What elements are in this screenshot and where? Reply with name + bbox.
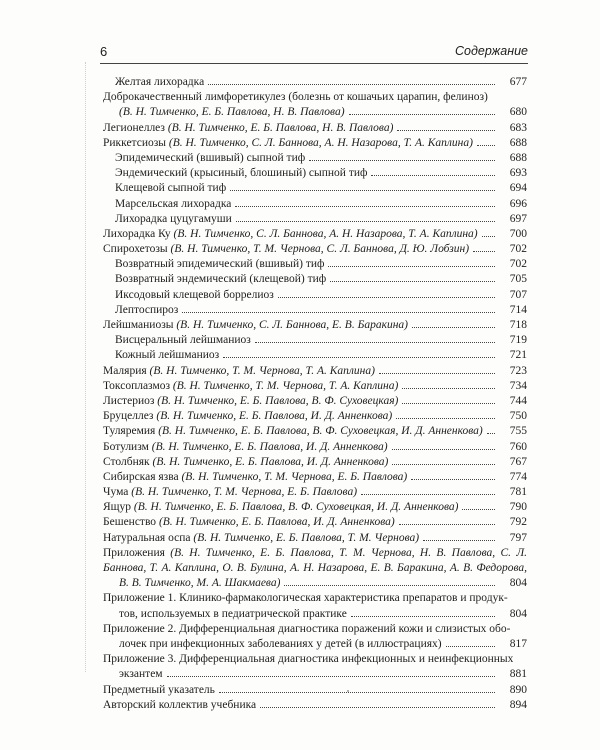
toc-page: 694	[509, 182, 527, 195]
toc-page: 696	[509, 197, 527, 210]
print-speck	[347, 690, 349, 692]
toc-page: 693	[509, 167, 527, 180]
toc-authors: (В. Н. Тимченко, Е. Б. Павлова, Т. М. Чернова)	[193, 531, 420, 544]
toc-authors: (В. Н. Тимченко, Е. Б. Павлова, В. Ф. Суховецкая, И. Д. Анненкова)	[158, 425, 483, 438]
leader-dots	[411, 479, 495, 480]
toc-page: 734	[509, 379, 527, 392]
toc-title: Лептоспироз	[115, 303, 179, 316]
toc-title: Лейшманиозы	[103, 319, 177, 331]
toc-title: Риккетсиозы	[103, 136, 169, 149]
toc-page: 750	[509, 410, 527, 423]
toc-page: 881	[509, 668, 527, 681]
toc-authors: (В. Н. Тимченко, Е. Б. Павлова, И. Д. Анненкова)	[151, 440, 388, 453]
toc-entry	[103, 698, 527, 713]
toc-page: 792	[509, 516, 527, 529]
toc-page: 707	[509, 288, 527, 301]
leader-dots	[235, 206, 495, 207]
leader-dots	[351, 616, 495, 617]
toc-page: 781	[509, 486, 527, 499]
toc-authors: (В. Н. Тимченко, Т. М. Чернова, Т. А. Каплина)	[172, 379, 399, 392]
leader-dots	[396, 418, 495, 419]
toc-page: 721	[509, 349, 527, 362]
toc-title: Желтая лихорадка	[115, 76, 205, 88]
toc-entry	[103, 227, 527, 242]
toc-authors: (В. Н. Тимченко, Т. М. Чернова, Е. Б. Павлова)	[131, 486, 358, 499]
toc-entry	[103, 394, 527, 409]
toc-title: Возвратный эндемический (клещевой) тиф	[115, 273, 327, 286]
leader-dots	[167, 676, 495, 677]
toc-title: Листериоз	[103, 394, 158, 407]
leader-dots	[223, 357, 495, 358]
toc-page: 688	[509, 151, 527, 164]
toc-authors: (В. Н. Тимченко, Е. Б. Павлова, И. Д. Анненкова)	[152, 455, 389, 468]
toc-entry	[103, 364, 527, 379]
leader-dots	[330, 281, 495, 282]
toc-title: лочек при инфекционных заболеваниях у детей (в иллюстрациях)	[119, 637, 442, 650]
toc-page: 702	[509, 258, 527, 271]
toc-title: Токсоплазмоз	[103, 379, 173, 392]
toc-entry	[103, 652, 527, 682]
leader-dots	[462, 509, 495, 510]
toc-title: Лихорадка Ку	[103, 227, 174, 240]
toc-authors: (В. Н. Тимченко, Е. Б. Павлова, Н. В. Павлова)	[167, 121, 394, 134]
toc-page: 890	[509, 683, 527, 696]
leader-dots	[402, 403, 495, 404]
toc-title: Авторский коллектив учебника	[103, 698, 257, 711]
toc-title: Туляремия	[103, 425, 159, 438]
toc-title: Бешенство	[103, 516, 159, 529]
toc-page: 683	[509, 121, 527, 134]
toc-page: 702	[509, 243, 527, 256]
toc-title: Возвратный эпидемический (вшивый) тиф	[115, 258, 325, 271]
page-header	[100, 44, 528, 64]
leader-dots	[399, 524, 495, 525]
toc-page: 705	[509, 273, 527, 286]
toc-page: 677	[509, 76, 527, 88]
leader-dots	[349, 114, 495, 115]
toc-entry	[103, 75, 527, 90]
toc-title: Доброкачественный лимфоретикулез (болезнь от кошачьих царапин, фелиноз)	[103, 91, 488, 104]
toc-page: 804	[509, 607, 527, 620]
toc-authors: В. В. Тимченко, М. А. Шакмаева)	[119, 577, 281, 590]
toc-authors: (В. Н. Тимченко, Е. Б. Павлова, И. Д. Анненкова)	[156, 410, 393, 423]
toc-entry	[103, 440, 527, 455]
header-rule	[100, 63, 528, 64]
toc-title: Марсельская лихорадка	[115, 197, 232, 210]
toc-title: Приложение 2. Дифференциальная диагностика поражений кожи и слизистых обо-	[103, 622, 511, 635]
toc-title: Клещевой сыпной тиф	[115, 182, 227, 195]
toc-entry	[103, 379, 527, 394]
toc-title: Эпидемический (вшивый) сыпной тиф	[115, 151, 306, 164]
table-of-contents	[103, 75, 527, 713]
toc-title: Сибирская язва	[103, 470, 182, 483]
toc-page: 790	[509, 501, 527, 514]
toc-title: Кожный лейшманиоз	[115, 349, 220, 362]
leader-dots	[392, 449, 495, 450]
toc-subentry	[103, 212, 527, 227]
leader-dots	[446, 646, 495, 647]
leader-dots	[284, 585, 495, 586]
toc-entry	[103, 90, 527, 120]
toc-page: 700	[509, 227, 527, 240]
toc-page: 744	[509, 394, 527, 407]
toc-title: Чума	[103, 486, 132, 499]
toc-authors: (В. Н. Тимченко, С. Л. Баннова, А. Н. Назарова, Т. А. Каплина)	[173, 227, 478, 240]
leader-dots	[182, 312, 495, 313]
toc-title: экзантем	[119, 668, 163, 681]
toc-entry	[103, 121, 527, 136]
toc-subentry	[103, 151, 527, 166]
toc-page: 697	[509, 212, 527, 225]
toc-title: Эндемический (крысиный, блошиный) сыпной тиф	[115, 167, 368, 180]
toc-title: Ящур	[103, 501, 134, 514]
toc-page: 760	[509, 440, 527, 453]
toc-authors: (В. Н. Тимченко, Е. Б. Павлова, И. Д. Анненкова)	[158, 516, 395, 529]
leader-dots	[379, 373, 495, 374]
toc-page: 817	[509, 637, 527, 650]
toc-authors: (В. Н. Тимченко, Е. Б. Павлова, Т. М. Чернова, Н. В. Павлова, С. Л. Баннова, Т. А. Каплина, О. В. Булина, А. Н. Назарова, Е. В. Баракина, А. В. Федорова,	[103, 546, 527, 575]
leader-dots	[402, 388, 495, 389]
toc-entry	[103, 470, 527, 485]
leader-dots	[309, 160, 495, 161]
leader-dots	[392, 464, 495, 465]
leader-dots	[482, 236, 495, 237]
toc-authors: (В. Н. Тимченко, С. Л. Баннова, Е. В. Баракина)	[176, 319, 409, 331]
toc-subentry	[103, 272, 527, 287]
toc-title: Лихорадка цуцугамуши	[115, 212, 232, 225]
leader-dots	[412, 327, 495, 328]
leader-dots	[260, 707, 495, 708]
toc-title: Висцеральный лейшманиоз	[115, 334, 251, 347]
toc-subentry	[103, 181, 527, 196]
toc-title: Ботулизм	[103, 440, 152, 453]
toc-authors: (В. Н. Тимченко, Е. Б. Павлова, В. Ф. Суховецкая)	[157, 394, 399, 407]
toc-page: 774	[509, 470, 527, 483]
toc-page: 767	[509, 455, 527, 468]
toc-page: 755	[509, 425, 527, 438]
toc-entry	[103, 531, 527, 546]
page-number: 6	[100, 44, 108, 59]
toc-subentry	[103, 257, 527, 272]
leader-dots	[361, 494, 495, 495]
toc-entry	[103, 485, 527, 500]
toc-authors: (В. Н. Тимченко, Т. М. Чернова, Е. Б. Павлова)	[181, 470, 408, 483]
toc-entry	[103, 546, 527, 592]
toc-title: Спирохетозы	[103, 243, 171, 256]
toc-title: тов, используемых в педиатрической практике	[119, 607, 347, 620]
toc-page: 723	[509, 364, 527, 377]
toc-entry	[103, 683, 527, 698]
toc-entry	[103, 318, 527, 333]
toc-subentry	[103, 333, 527, 348]
toc-authors: (В. Н. Тимченко, Е. Б. Павлова, В. Ф. Суховецкая, И. Д. Анненкова)	[133, 501, 459, 514]
toc-title: Малярия	[103, 364, 150, 377]
toc-page: 719	[509, 334, 527, 347]
leader-dots	[255, 342, 495, 343]
leader-dots	[423, 540, 495, 541]
leader-dots	[236, 221, 495, 222]
toc-title: Легионеллез	[103, 121, 168, 134]
toc-entry	[103, 136, 527, 151]
leader-dots	[208, 84, 495, 85]
toc-title: Приложение 3. Дифференциальная диагностика инфекционных и неинфекционных	[103, 653, 514, 666]
toc-page: 714	[509, 303, 527, 316]
toc-title: Предметный указатель	[103, 683, 215, 696]
toc-page: 804	[509, 577, 527, 590]
leader-dots	[230, 190, 495, 191]
toc-page: 680	[509, 106, 527, 119]
toc-title: Натуральная оспа	[103, 531, 194, 544]
leader-dots	[473, 251, 495, 252]
leader-dots	[328, 266, 495, 267]
leader-dots	[219, 692, 495, 693]
leader-dots	[487, 433, 495, 434]
toc-authors: (В. Н. Тимченко, Т. М. Чернова, Т. А. Каплина)	[149, 364, 375, 377]
toc-page: 688	[509, 136, 527, 149]
toc-entry	[103, 242, 527, 257]
toc-entry	[103, 424, 527, 439]
toc-entry	[103, 500, 527, 515]
toc-entry	[103, 409, 527, 424]
toc-title: Столбняк	[103, 455, 153, 468]
toc-subentry	[103, 288, 527, 303]
toc-title: Бруцеллез	[103, 410, 157, 423]
toc-page: 894	[509, 698, 527, 711]
leader-dots	[371, 175, 495, 176]
running-title: Содержание	[455, 44, 528, 58]
toc-authors: (В. Н. Тимченко, С. Л. Баннова, А. Н. Назарова, Т. А. Каплина)	[168, 136, 473, 149]
toc-title: Приложение 1. Клинико-фармакологическая характеристика препаратов и продук-	[103, 592, 508, 605]
toc-subentry	[103, 348, 527, 363]
toc-page: 718	[509, 319, 527, 331]
leader-dots	[278, 297, 495, 298]
leader-dots	[477, 145, 495, 146]
toc-entry	[103, 591, 527, 621]
toc-page: 797	[509, 531, 527, 544]
toc-title: Приложения	[103, 546, 171, 559]
toc-authors: (В. Н. Тимченко, Т. М. Чернова, С. Л. Баннова, Д. Ю. Лобзин)	[170, 243, 470, 256]
toc-authors: (В. Н. Тимченко, Е. Б. Павлова, Н. В. Павлова)	[119, 106, 345, 119]
toc-subentry	[103, 303, 527, 318]
toc-subentry	[103, 166, 527, 181]
margin-rule	[85, 62, 87, 672]
toc-entry	[103, 622, 527, 652]
toc-entry	[103, 455, 527, 470]
leader-dots	[397, 130, 495, 131]
toc-entry	[103, 515, 527, 530]
toc-subentry	[103, 197, 527, 212]
toc-title: Иксодовый клещевой боррелиоз	[115, 288, 274, 301]
